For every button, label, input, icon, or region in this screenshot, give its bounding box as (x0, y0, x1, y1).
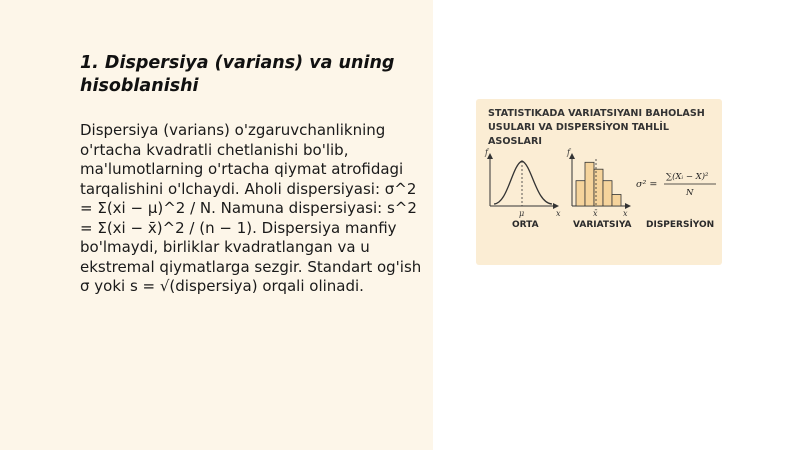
hist-x-label: x (623, 209, 628, 218)
illustration-card (476, 99, 722, 265)
histogram-bar (585, 162, 594, 206)
normal-curve-panel (484, 148, 561, 218)
formula-numerator: ∑(Xᵢ − X)² (666, 172, 709, 182)
slide-body-text: Dispersiya (varians) o'zgaruvchanlikning o'rtacha kvadratli chetlanishi bo'lib, ma'lumotlarning o'rtacha qiymat atrofidagi tarqalishini o'lchaydi. Aholi dispersiyasi: σ^2 = Σ(xi − μ)^2 / N. Namuna dispersiyasi: s^2 = Σ(xi − x̄)^2 / (n − 1). Dispersiya manfiy bo'lmaydi, birliklar kvadratlangan va u ekstremal qiymatlarga sezgir. Standart og'ish σ yoki s = √(dispersiya) orqali olinadi. (80, 121, 422, 295)
histogram-panel (566, 148, 630, 218)
x-label: x (556, 209, 561, 218)
label-orta: ORTA (512, 220, 539, 230)
histogram-bar (594, 169, 603, 206)
slide-title: 1. Dispersiya (varians) va uning hisoblanishi (80, 53, 395, 96)
mu-label: μ (519, 209, 525, 218)
hist-f-label: f (567, 148, 570, 157)
histogram-bars (576, 162, 621, 206)
histogram-bar (576, 181, 585, 206)
xbar-label: x̄ (593, 209, 598, 218)
label-variatsiya: VARIATSIYA (573, 220, 632, 230)
formula-lhs: σ² = (636, 179, 658, 190)
label-dispersiyon: DISPERSİYON (646, 220, 715, 230)
figure-title: STATISTIKADA VARIATSIYANI BAHOLASH USULARI VA DISPERSİYON TAHLİL ASOSLARI (488, 108, 705, 147)
normal-curve (494, 161, 552, 204)
formula-denominator: N (686, 188, 694, 198)
histogram-bar (612, 195, 621, 207)
f-label: f (485, 148, 488, 157)
histogram-bar (603, 181, 612, 206)
variance-formula (636, 171, 716, 198)
